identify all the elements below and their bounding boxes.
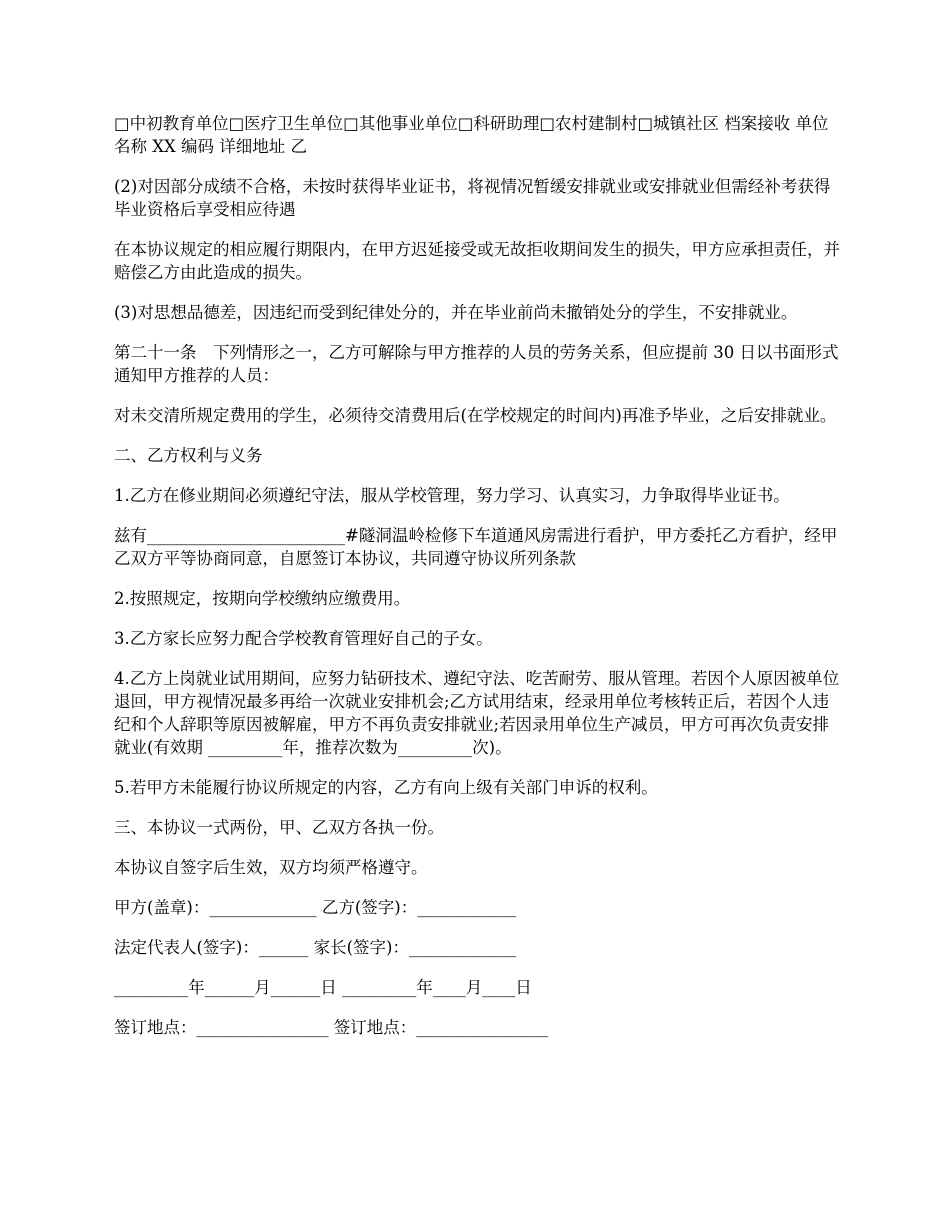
- section-heading-party-b-rights: 二、乙方权利与义务: [114, 446, 263, 465]
- paragraph-effective: 本协议自签字后生效，双方均须严格遵守。: [114, 858, 428, 877]
- paragraph-unit-categories: □中初教育单位□医疗卫生单位□其他事业单位□科研助理□农村建制村□城镇社区 档案接收 单位名称 XX 编码 详细地址 乙: [114, 114, 829, 156]
- section-heading-copies: 三、本协议一式两份，甲、乙双方各执一份。: [114, 818, 444, 837]
- paragraph-item-4: 4.乙方上岗就业试用期间，应努力钻研技术、遵纪守法、吃苦耐劳、服从管理。若因个人原因被单位退回，甲方视情况最多再给一次就业安排机会;乙方试用结束，经录用单位考核转正后，若因个人违纪和个人辞职等原因被解雇，甲方不再负责安排就业;若因录用单位生产减员，甲方可再次负责安排就业(有效期 _________年，推荐次数为_________次)。: [114, 669, 840, 757]
- signature-line-dates: _________年______月______日 _________年____月____日: [114, 978, 532, 997]
- document-page: [114, 112, 844, 1056]
- paragraph-article-21: 第二十一条 下列情形之一，乙方可解除与甲方推荐的人员的劳务关系，但应提前 30 日以书面形式通知甲方推荐的人员：: [114, 343, 839, 385]
- paragraph-entrustment: 兹有________________________#隧洞温岭检修下车道通风房需进行看护，甲方委托乙方看护，经甲乙双方平等协商同意，自愿签订本协议，共同遵守协议所列条款: [114, 526, 838, 568]
- paragraph-item-1: 1.乙方在修业期间必须遵纪守法，服从学校管理，努力学习、认真实习，力争取得毕业证书。: [114, 486, 790, 505]
- paragraph-item-5: 5.若甲方未能履行协议所规定的内容，乙方有向上级有关部门申诉的权利。: [114, 778, 658, 797]
- signature-line-locations: 签订地点：________________ 签订地点：________________: [114, 1018, 549, 1037]
- paragraph-clause-2: (2)对因部分成绩不合格，未按时获得毕业证书，将视情况暂缓安排就业或安排就业但需经补考获得毕业资格后享受相应待遇: [114, 177, 831, 219]
- paragraph-unpaid-fees: 对未交清所规定费用的学生，必须待交清费用后(在学校规定的时间内)再准予毕业，之后安排就业。: [114, 406, 837, 425]
- paragraph-item-3: 3.乙方家长应努力配合学校教育管理好自己的子女。: [114, 629, 493, 648]
- paragraph-item-2: 2.按照规定，按期向学校缴纳应缴费用。: [114, 589, 411, 608]
- signature-line-parties: 甲方(盖章)：_____________ 乙方(签字)：____________: [114, 898, 517, 917]
- paragraph-liability: 在本协议规定的相应履行期限内，在甲方迟延接受或无故拒收期间发生的损失，甲方应承担责任，并赔偿乙方由此造成的损失。: [114, 240, 840, 282]
- paragraph-clause-3: (3)对思想品德差，因违纪而受到纪律处分的，并在毕业前尚未撤销处分的学生，不安排就业。: [114, 303, 798, 322]
- signature-line-representatives: 法定代表人(签字)：______ 家长(签字)：_____________: [114, 938, 517, 957]
